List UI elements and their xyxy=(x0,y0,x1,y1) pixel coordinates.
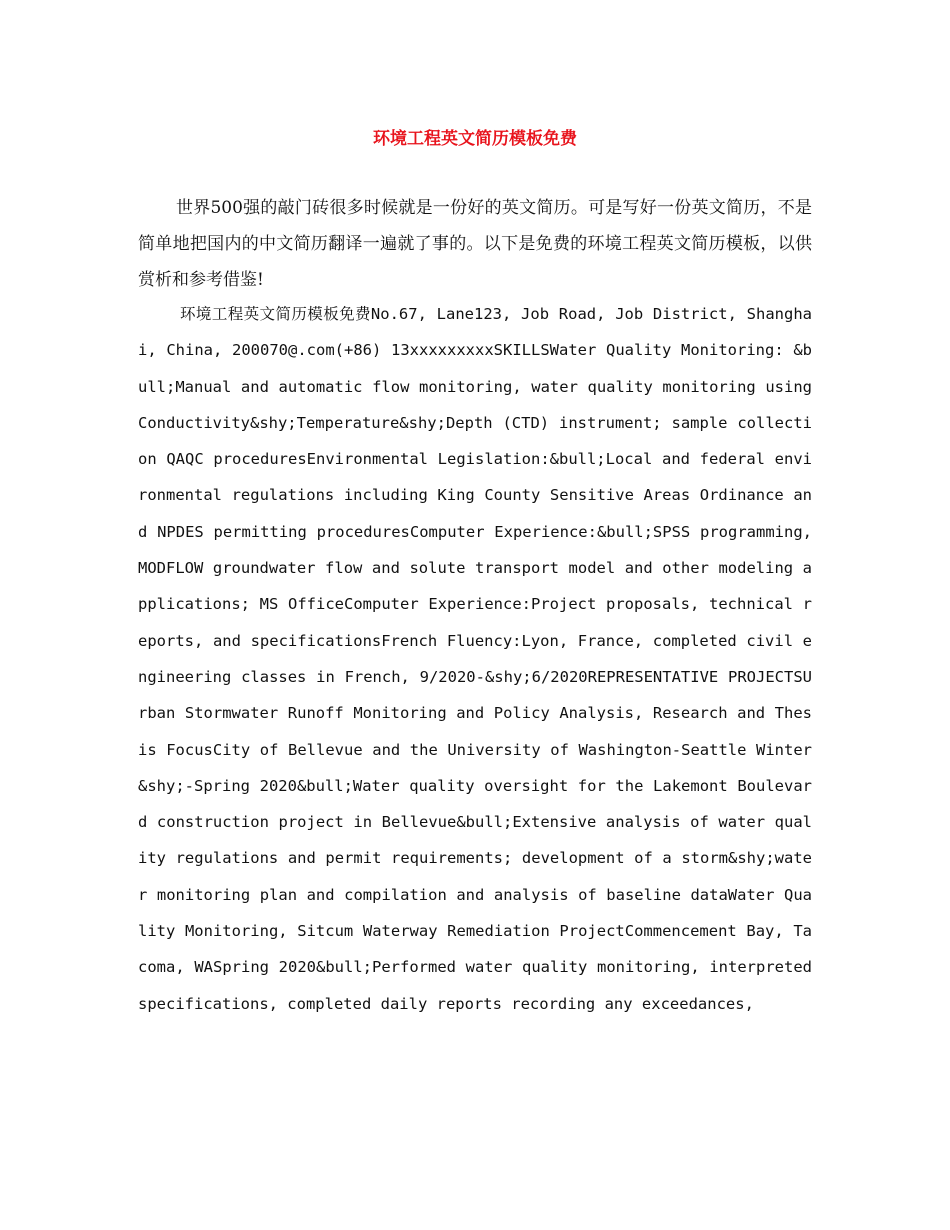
document-title: 环境工程英文简历模板免费 xyxy=(373,129,577,149)
resume-body-paragraph: 环境工程英文简历模板免费No.67, Lane123, Job Road, Job District, Shanghai, China, 200070@.com(+86) 13xxxxxxxxxSKILLSWater Quality Monitoring: &bull;Manual and automatic flow monitoring, water quality monitoring using Conductivity&shy;Temperature&shy;Depth (CTD) instrument; sample collection QAQC proceduresEnvironmental Legislation:&bull;Local and federal environmental regulations including King County Sensitive Areas Ordinance and NPDES permitting proceduresComputer Experience:&bull;SPSS programming, MODFLOW groundwater flow and solute transport model and other modeling applications; MS OfficeComputer Experience:Project proposals, technical reports, and specificationsFrench Fluency:Lyon, France, completed civil engineering classes in French, 9/2020-&shy;6/2020REPRESENTATIVE PROJECTSUrban Stormwater Runoff Monitoring and Policy Analysis, Research and Thesis FocusCity of Bellevue and the University of Washington-Seattle Winter&shy;-Spring 2020&bull;Water quality oversight for the Lakemont Boulevard construction project in Bellevue&bull;Extensive analysis of water quality regulations and permit requirements; development of a storm&shy;water monitoring plan and compilation and analysis of baseline dataWater Quality Monitoring, Sitcum Waterway Remediation ProjectCommencement Bay, Tacoma, WASpring 2020&bull;Performed water quality monitoring, interpreted specifications, completed daily reports recording any exceedances, xyxy=(138,305,812,1013)
intro-paragraph: 世界500强的敲门砖很多时候就是一份好的英文简历。可是写好一份英文简历，不是简单地把国内的中文简历翻译一遍就了事的。以下是免费的环境工程英文简历模板，以供赏析和参考借鉴! xyxy=(138,198,812,290)
